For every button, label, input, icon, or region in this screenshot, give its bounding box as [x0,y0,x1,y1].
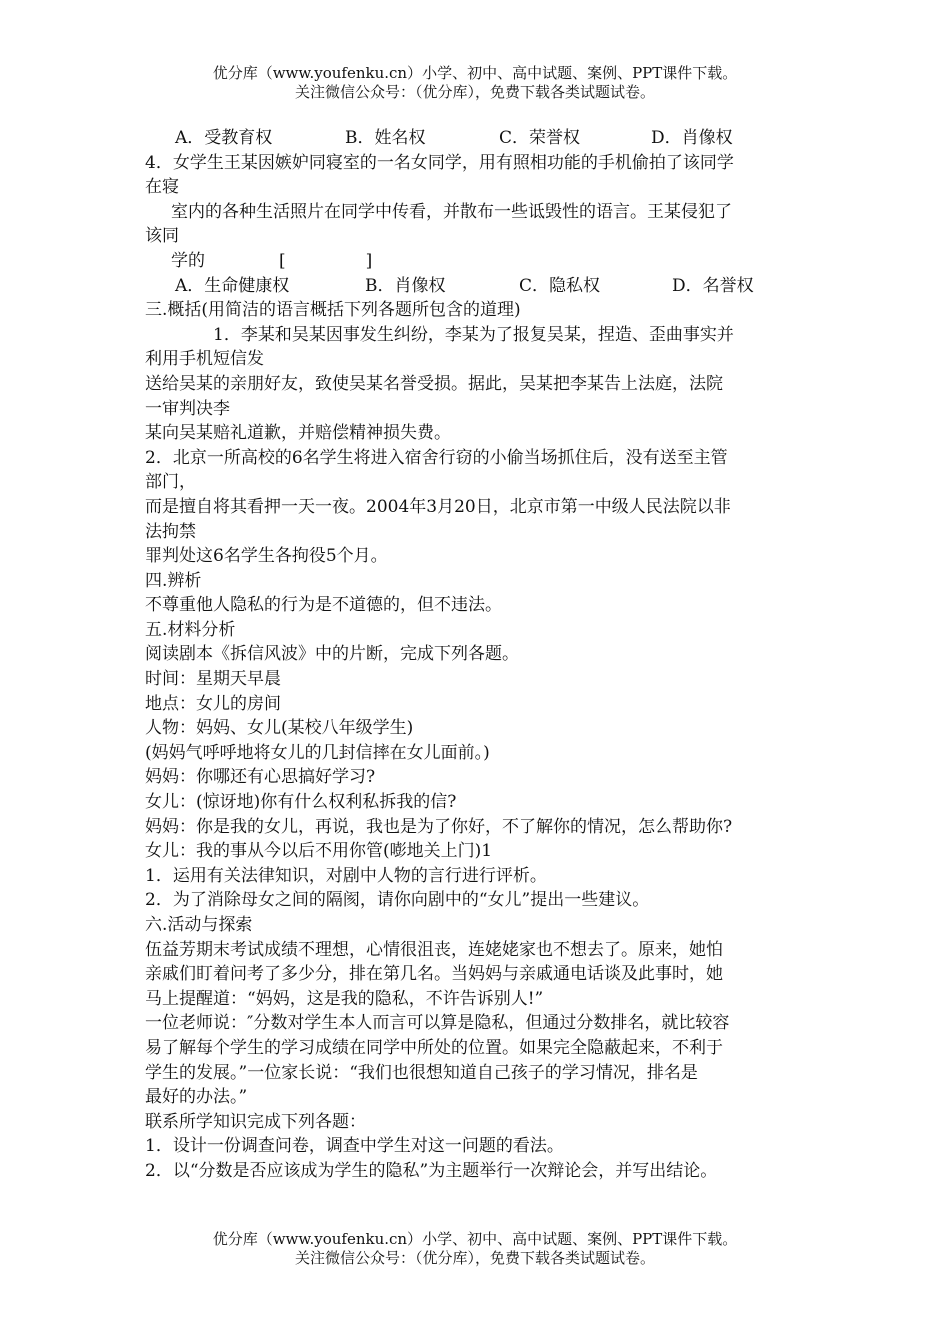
footer-site: 优分库（www.youfenku.cn） [212,1230,423,1248]
header-line-2: 关注微信公众号：（优分库），免费下载各类试题试卷。 [294,83,655,101]
q4-answer-line [145,249,820,274]
s6-line-7: 最好的办法。” [145,1087,248,1108]
s5-line-9: 女儿：我的事从今以后不用你管(嘭地关上门)1 [145,841,493,862]
s3-item1-line-2: 利用手机短信发 [145,349,264,370]
header-site: 优分库（www.youfenku.cn） [212,64,423,82]
s3-item1-line-3: 送给吴某的亲朋好友，致使吴某名誉受损。据此，吴某把李某告上法庭，法院 [145,373,723,394]
q4-line-3: 室内的各种生活照片在同学中传看，并散布一些诋毁性的语言。王某侵犯了 [171,201,732,222]
s3-item1-line-1: 1．李某和吴某因事发生纠纷，李某为了报复吴某，捏造、歪曲事实并 [213,324,734,345]
q4-option-b: B．肖像权 [365,275,446,296]
document-body [145,126,820,1184]
s5-line-10: 1．运用有关法律知识，对剧中人物的言行进行评析。 [145,865,547,886]
s3-item2-line-1: 2．北京一所高校的6名学生将进入宿舍行窃的小偷当场抓住后，没有送至主管 [145,447,728,468]
s5-line-4: 人物：妈妈、女儿(某校八年级学生) [145,718,414,739]
s5-line-1: 阅读剧本《拆信风波》中的片断，完成下列各题。 [145,644,519,665]
s6-line-1: 伍益芳期末考试成绩不理想，心情很沮丧，连姥姥家也不想去了。原来，她怕 [145,939,723,960]
s5-line-8: 妈妈：你是我的女儿，再说，我也是为了你好，不了解你的情况，怎么帮助你? [145,816,733,837]
answer-bracket-open: [ [279,250,286,271]
answer-bracket-close: ] [365,250,373,271]
header-line-1-rest: 小学、初中、高中试题、案例、PPT课件下载。 [422,64,738,82]
s3-item1-line-4: 一审判决李 [145,398,230,419]
section5-title: 五.材料分析 [145,619,236,640]
s3-item2-line-5: 罪判处这6名学生各拘役5个月。 [145,546,388,567]
q3-options [145,126,820,151]
q3-option-d: D．肖像权 [651,128,733,148]
q4-line-2: 在寝 [145,177,179,198]
q3-option-c: C．荣誉权 [499,128,581,148]
s6-line-2: 亲戚们盯着问考了多少分，排在第几名。当妈妈与亲戚通电话谈及此事时，她 [145,964,723,985]
s5-line-3: 地点：女儿的房间 [145,693,281,714]
s5-line-2: 时间：星期天早晨 [145,669,281,690]
s6-line-10: 2．以“分数是否应该成为学生的隐私”为主题举行一次辩论会，并写出结论。 [145,1160,718,1181]
q4-line-4: 该同 [145,226,179,247]
q4-stem-end: 学的 [171,250,205,271]
q4-option-c: C．隐私权 [519,275,601,296]
s6-line-8: 联系所学知识完成下列各题： [145,1111,366,1132]
s3-item2-line-4: 法拘禁 [145,521,196,542]
s6-line-4: 一位老师说：″分数对学生本人而言可以算是隐私，但通过分数排名，就比较容 [145,1013,730,1034]
s6-line-9: 1．设计一份调查问卷，调查中学生对这一问题的看法。 [145,1136,564,1157]
q4-option-a: A．生命健康权 [175,275,290,296]
s5-line-7: 女儿：(惊讶地)你有什么权利私拆我的信? [145,792,457,813]
q4-options [145,274,820,299]
section4-text: 不尊重他人隐私的行为是不道德的，但不违法。 [145,595,502,616]
q3-option-a: A．受教育权 [175,128,273,148]
section3-title: 三.概括(用简洁的语言概括下列各题所包含的道理) [145,300,521,321]
s3-item2-line-2: 部门， [145,472,196,493]
footer-line-1 [0,1230,950,1249]
s6-line-5: 易了解每个学生的学习成绩在同学中所处的位置。如果完全隐蔽起来，不利于 [145,1037,723,1058]
s5-line-5: (妈妈气呼呼地将女儿的几封信摔在女儿面前。) [145,742,490,763]
section4-title: 四.辨析 [145,570,202,591]
s3-item1-line-5: 某向吴某赔礼道歉，并赔偿精神损失费。 [145,423,451,444]
footer-line-1-rest: 小学、初中、高中试题、案例、PPT课件下载。 [422,1230,738,1248]
page-header [0,64,950,102]
q4-line-1: 4．女学生王某因嫉妒同寝室的一名女同学，用有照相功能的手机偷拍了该同学 [145,152,734,173]
footer-line-2: 关注微信公众号：（优分库），免费下载各类试题试卷。 [294,1249,655,1267]
q4-option-d: D．名誉权 [672,275,754,296]
section6-title: 六.活动与探索 [145,915,253,935]
q3-option-b: B．姓名权 [345,128,426,148]
header-line-1 [0,64,950,83]
s5-line-6: 妈妈：你哪还有心思搞好学习? [145,767,376,788]
s3-item2-line-3: 而是擅自将其看押一天一夜。2004年3月20日，北京市第一中级人民法院以非 [145,496,731,517]
s6-line-6: 学生的发展。”一位家长说：“我们也很想知道自己孩子的学习情况，排名是 [145,1062,698,1083]
s5-line-11: 2．为了消除母女之间的隔阂，请你向剧中的“女儿”提出一些建议。 [145,890,650,911]
s6-line-3: 马上提醒道：“妈妈，这是我的隐私，不许告诉别人!” [145,988,544,1009]
page-footer [0,1230,950,1268]
